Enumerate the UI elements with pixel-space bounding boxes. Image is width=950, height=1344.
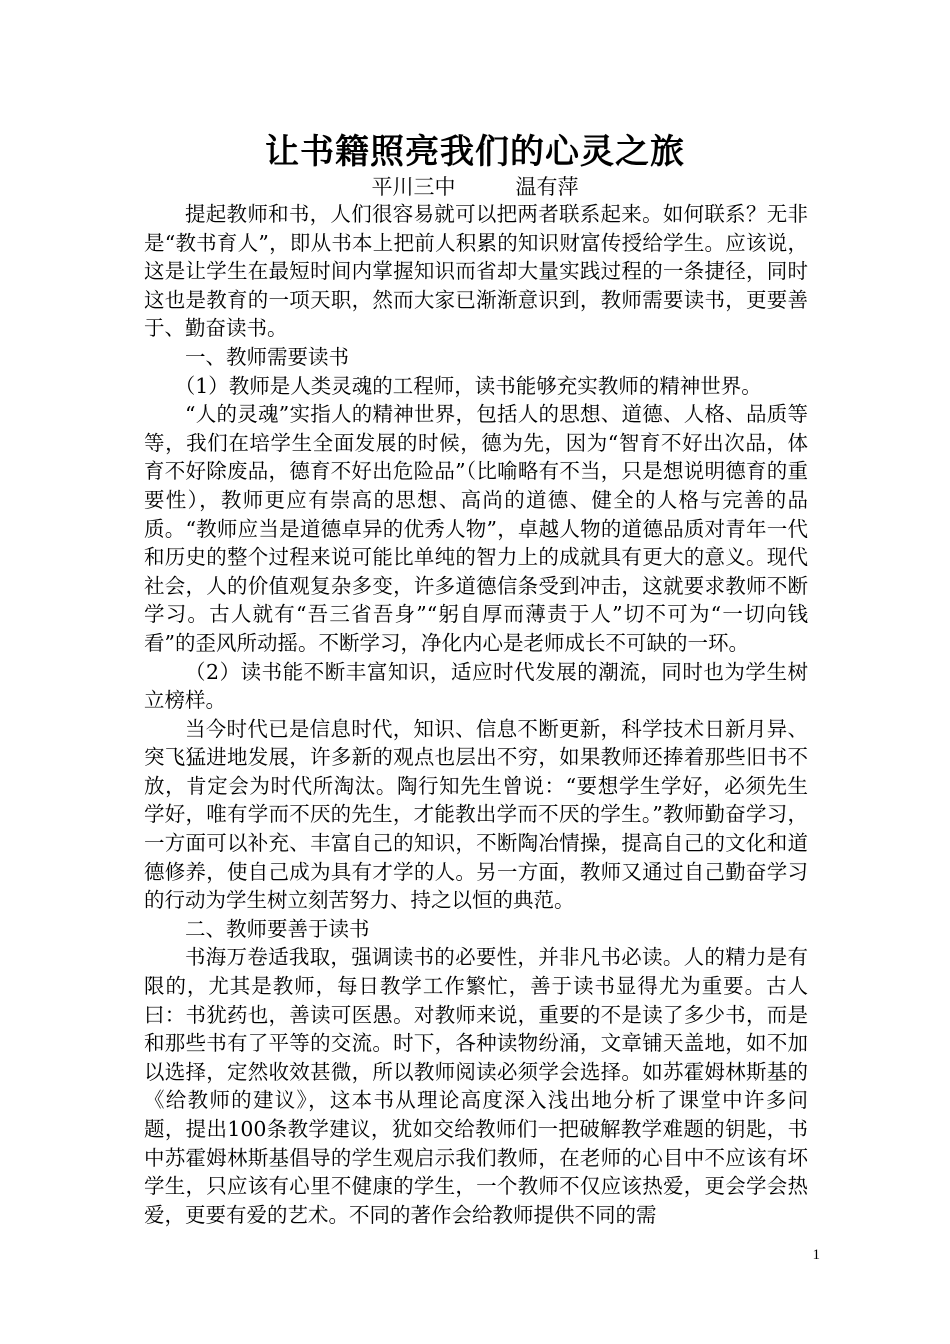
subsection-heading-1: （1）教师是人类灵魂的工程师，读书能够充实教师的精神世界。 — [174, 373, 762, 398]
document-title: 让书籍照亮我们的心灵之旅 — [265, 132, 685, 172]
intro-paragraph: 提起教师和书，人们很容易就可以把两者联系起来。如何联系？无非是“教书育人”，即从书本上把前人积累的知识财富传授给学生。应该说，这是让学生在最短时间内掌握知识而省却大量实践过程的一条捷径，同时这也是教育的一项天职，然而大家已渐渐意识到，教师需要读书，更要善于、勤奋读书。 — [144, 202, 808, 341]
subsection-heading-2: （2）读书能不断丰富知识，适应时代发展的潮流，同时也为学生树立榜样。 — [144, 659, 808, 713]
body-paragraph: “人的灵魂”实指人的精神世界，包括人的思想、道德、人格、品质等等，我们在培学生全面发展的时候，德为先，因为“智育不好出次品，体育不好除废品，德育不好出危险品”（比喻略有不当，只是想说明德育的重要性），教师更应有崇高的思想、高尚的道德、健全的人格与完善的品质。“教师应当是道德卓异的优秀人物”，卓越人物的道德品质对青年一代和历史的整个过程来说可能比单纯的智力上的成就具有更大的意义。现代社会，人的价值观复杂多变，许多道德信条受到冲击，这就要求教师不断学习。古人就有“吾三省吾身”“躬自厚而薄责于人”切不可为“一切向钱看”的歪风所动摇。不断学习，净化内心是老师成长不可缺的一环。 — [144, 402, 808, 655]
author-line — [0, 173, 950, 201]
body-paragraph: 书海万卷适我取，强调读书的必要性，并非凡书必读。人的精力是有限的，尤其是教师，每日教学工作繁忙，善于读书显得尤为重要。古人曰：书犹药也，善读可医愚。对教师来说，重要的不是读了多少书，而是和那些书有了平等的交流。时下，各种读物纷涌，文章铺天盖地，如不加以选择，定然收效甚微，所以教师阅读必须学会选择。如苏霍姆林斯基的《给教师的建议》，这本书从理论高度深入浅出地分析了课堂中许多问题，提出100条教学建议，犹如交给教师们一把破解教学难题的钥匙，书中苏霍姆林斯基倡导的学生观启示我们教师，在老师的心目中不应该有坏学生，只应该有心里不健康的学生，一个教师不仅应该热爱，更会学会热爱，更要有爱的艺术。不同的著作会给教师提供不同的需 — [144, 945, 808, 1227]
author-school: 平川三中 — [371, 175, 456, 199]
author-name: 温有萍 — [515, 175, 579, 199]
page-number: 1 — [812, 1247, 820, 1263]
document-body — [144, 200, 808, 1229]
body-paragraph: 当今时代已是信息时代，知识、信息不断更新，科学技术日新月异、突飞猛进地发展，许多新的观点也层出不穷，如果教师还捧着那些旧书不放，肯定会为时代所淘汰。陶行知先生曾说：“要想学生学好，必须先生学好，唯有学而不厌的先生，才能教出学而不厌的学生。”教师勤奋学习，一方面可以补充、丰富自己的知识，不断陶冶情操，提高自己的文化和道德修养，使自己成为具有才学的人。另一方面，教师又通过自己勤奋学习的行动为学生树立刻苦努力、持之以恒的典范。 — [144, 716, 808, 913]
section-heading-2: 二、教师要善于读书 — [185, 916, 370, 941]
section-heading-1: 一、教师需要读书 — [185, 344, 349, 369]
